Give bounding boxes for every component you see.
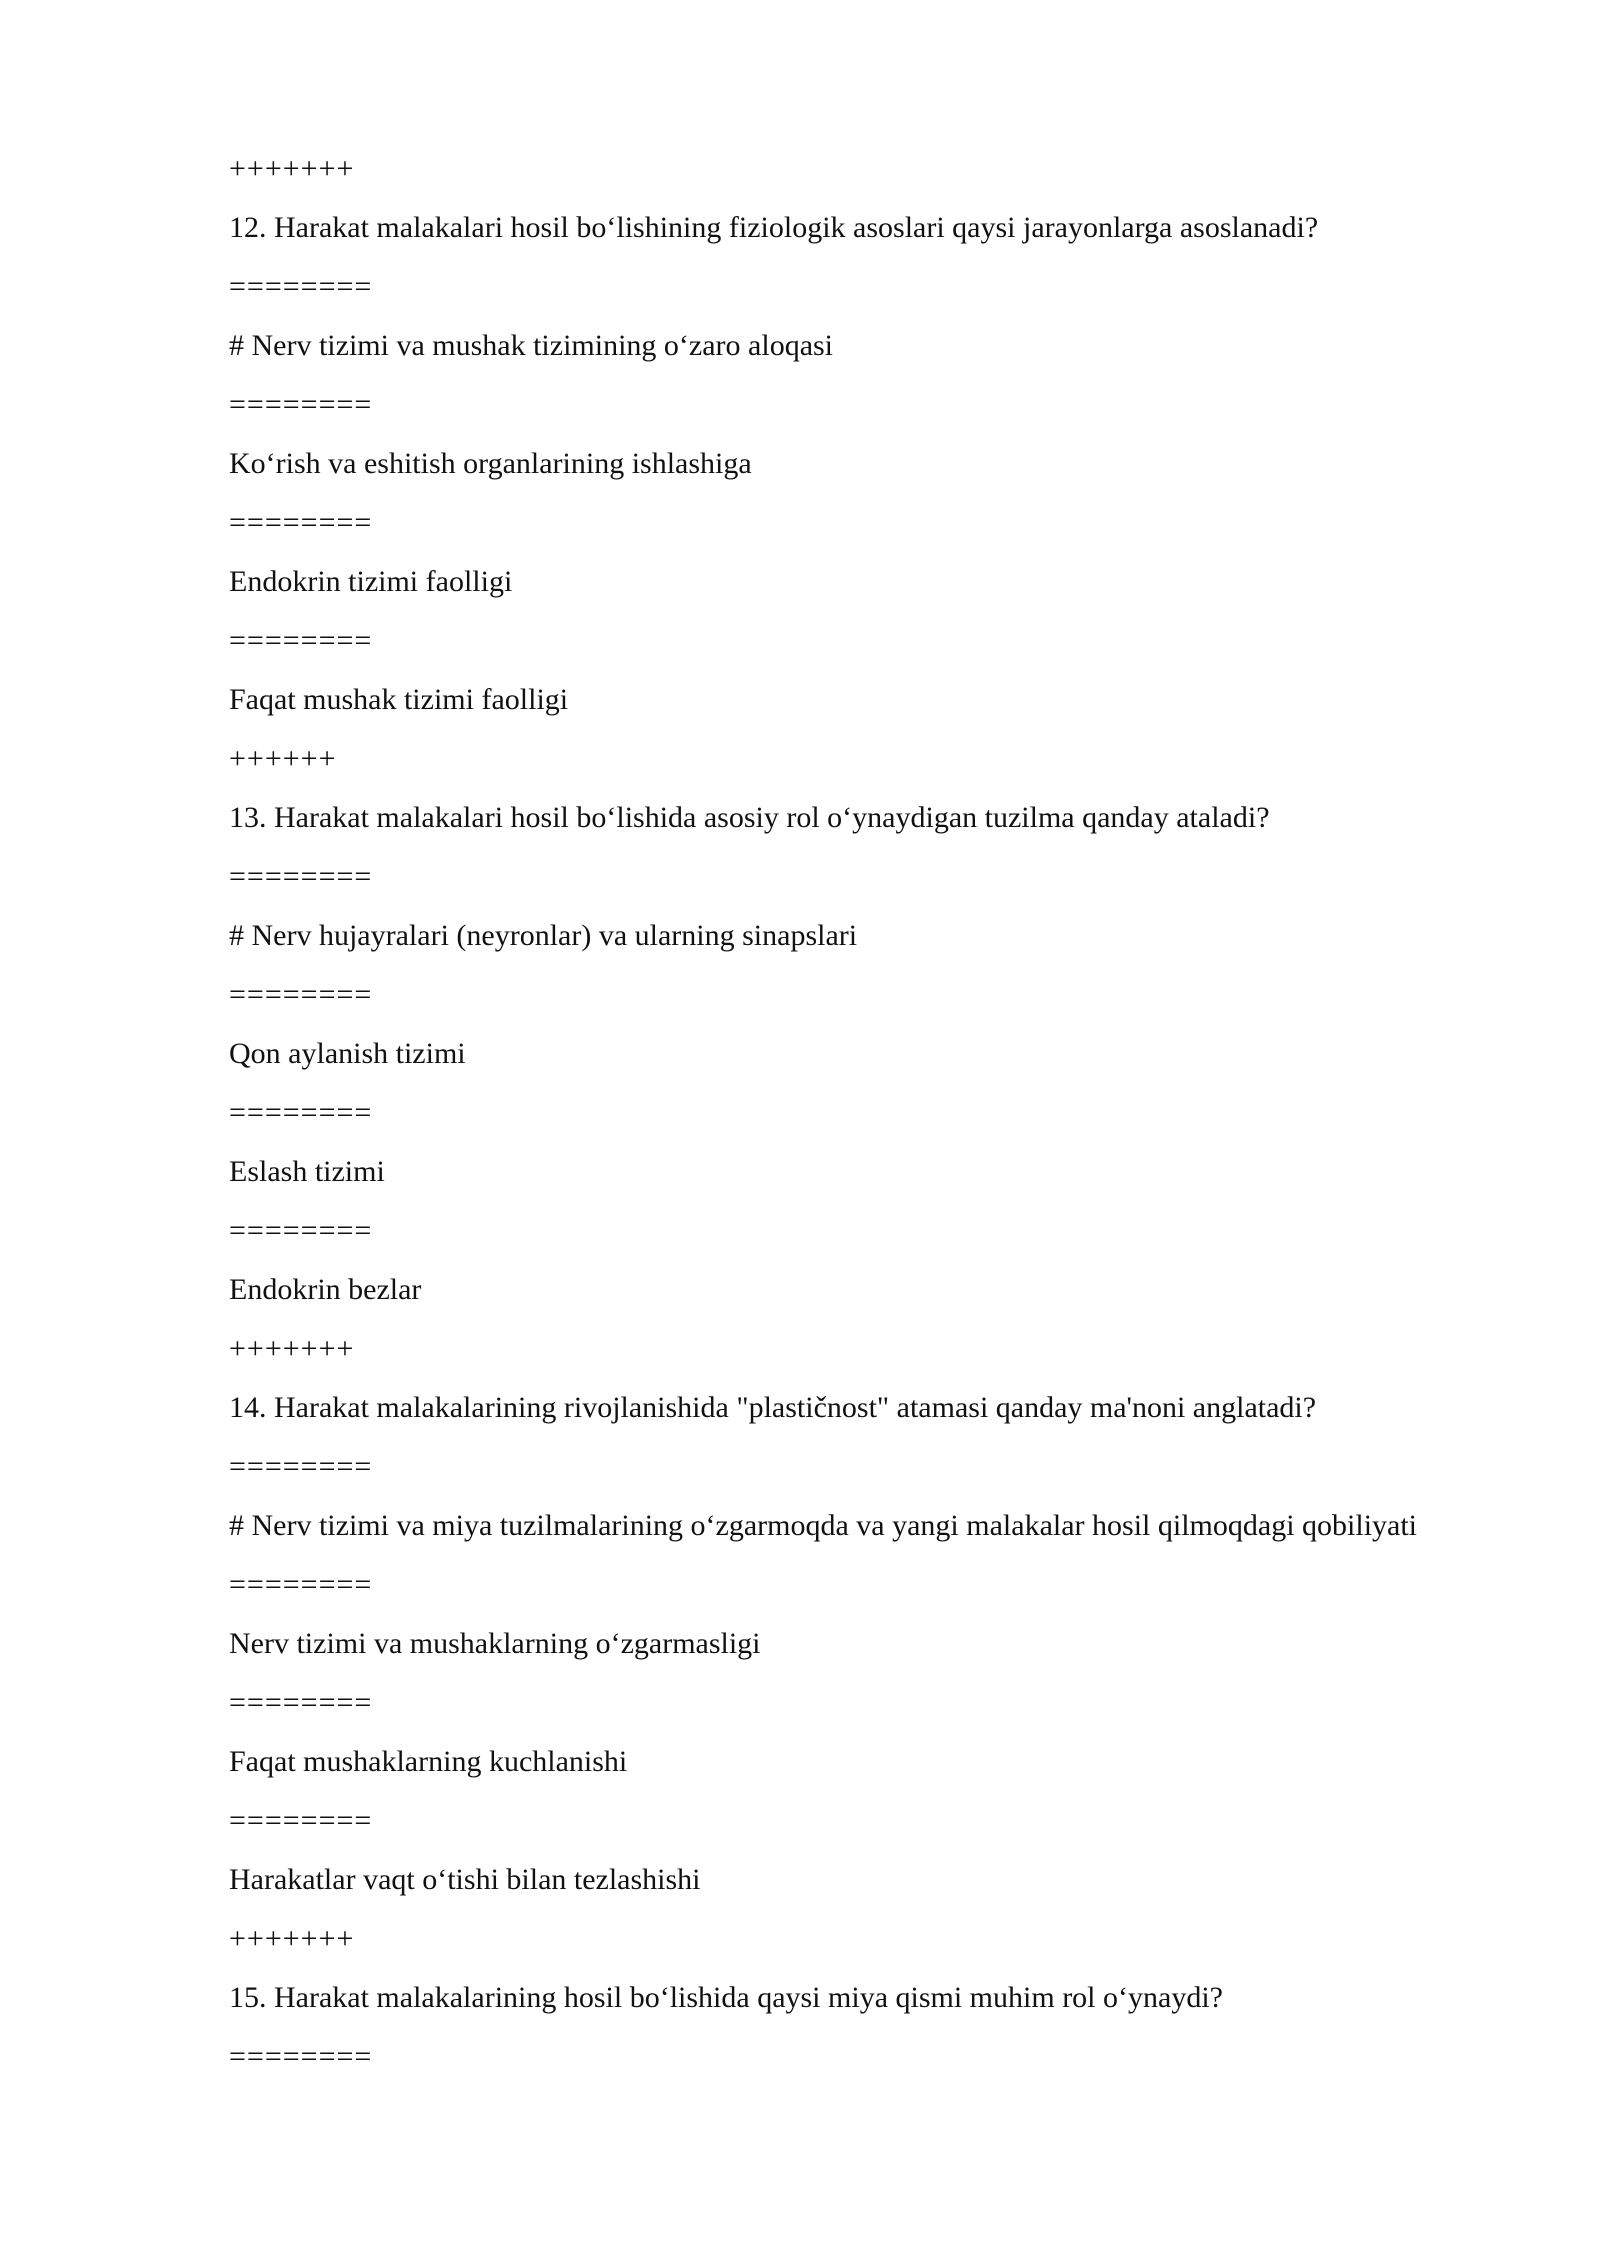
separator-equals: ======== bbox=[229, 2040, 373, 2073]
answer-correct: # Nerv tizimi va mushak tizimining o‘zaro aloqasi bbox=[229, 329, 834, 362]
separator-equals: ======== bbox=[229, 506, 373, 539]
answer-option: Eslash tizimi bbox=[229, 1155, 385, 1188]
separator-equals: ======== bbox=[229, 1450, 373, 1483]
answer-option: Endokrin tizimi faolligi bbox=[229, 565, 513, 598]
separator-equals: ======== bbox=[229, 1686, 373, 1719]
question-14: 14. Harakat malakalarining rivojlanishida "plastičnost" atamasi qanday ma'noni anglatadi? bbox=[229, 1391, 1317, 1424]
answer-option: Nerv tizimi va mushaklarning o‘zgarmasligi bbox=[229, 1627, 761, 1660]
separator-equals: ======== bbox=[229, 270, 373, 303]
separator-equals: ======== bbox=[229, 1804, 373, 1837]
question-12: 12. Harakat malakalari hosil bo‘lishining fiziologik asoslari qaysi jarayonlarga asoslanadi? bbox=[229, 211, 1319, 244]
question-13: 13. Harakat malakalari hosil bo‘lishida asosiy rol o‘ynaydigan tuzilma qanday ataladi? bbox=[229, 801, 1270, 834]
document-page bbox=[229, 150, 1429, 2097]
answer-option: Ko‘rish va eshitish organlarining ishlashiga bbox=[229, 447, 752, 480]
separator-equals: ======== bbox=[229, 1096, 373, 1129]
separator-equals: ======== bbox=[229, 1568, 373, 1601]
question-15: 15. Harakat malakalarining hosil bo‘lishida qaysi miya qismi muhim rol o‘ynaydi? bbox=[229, 1981, 1223, 2014]
separator-plus: +++++++ bbox=[229, 152, 355, 185]
answer-option: Faqat mushak tizimi faolligi bbox=[229, 683, 569, 716]
separator-equals: ======== bbox=[229, 388, 373, 421]
answer-option: Endokrin bezlar bbox=[229, 1273, 422, 1306]
separator-equals: ======== bbox=[229, 1214, 373, 1247]
answer-option: Harakatlar vaqt o‘tishi bilan tezlashishi bbox=[229, 1863, 701, 1896]
answer-correct: # Nerv tizimi va miya tuzilmalarining o‘zgarmoqda va yangi malakalar hosil qilmoqdagi qobiliyati bbox=[229, 1509, 1418, 1542]
separator-equals: ======== bbox=[229, 860, 373, 893]
separator-equals: ======== bbox=[229, 624, 373, 657]
answer-option: Faqat mushaklarning kuchlanishi bbox=[229, 1745, 628, 1778]
answer-option: Qon aylanish tizimi bbox=[229, 1037, 466, 1070]
separator-plus: ++++++ bbox=[229, 742, 337, 775]
separator-plus: +++++++ bbox=[229, 1922, 355, 1955]
answer-correct: # Nerv hujayralari (neyronlar) va ularning sinapslari bbox=[229, 919, 858, 952]
separator-plus: +++++++ bbox=[229, 1332, 355, 1365]
separator-equals: ======== bbox=[229, 978, 373, 1011]
